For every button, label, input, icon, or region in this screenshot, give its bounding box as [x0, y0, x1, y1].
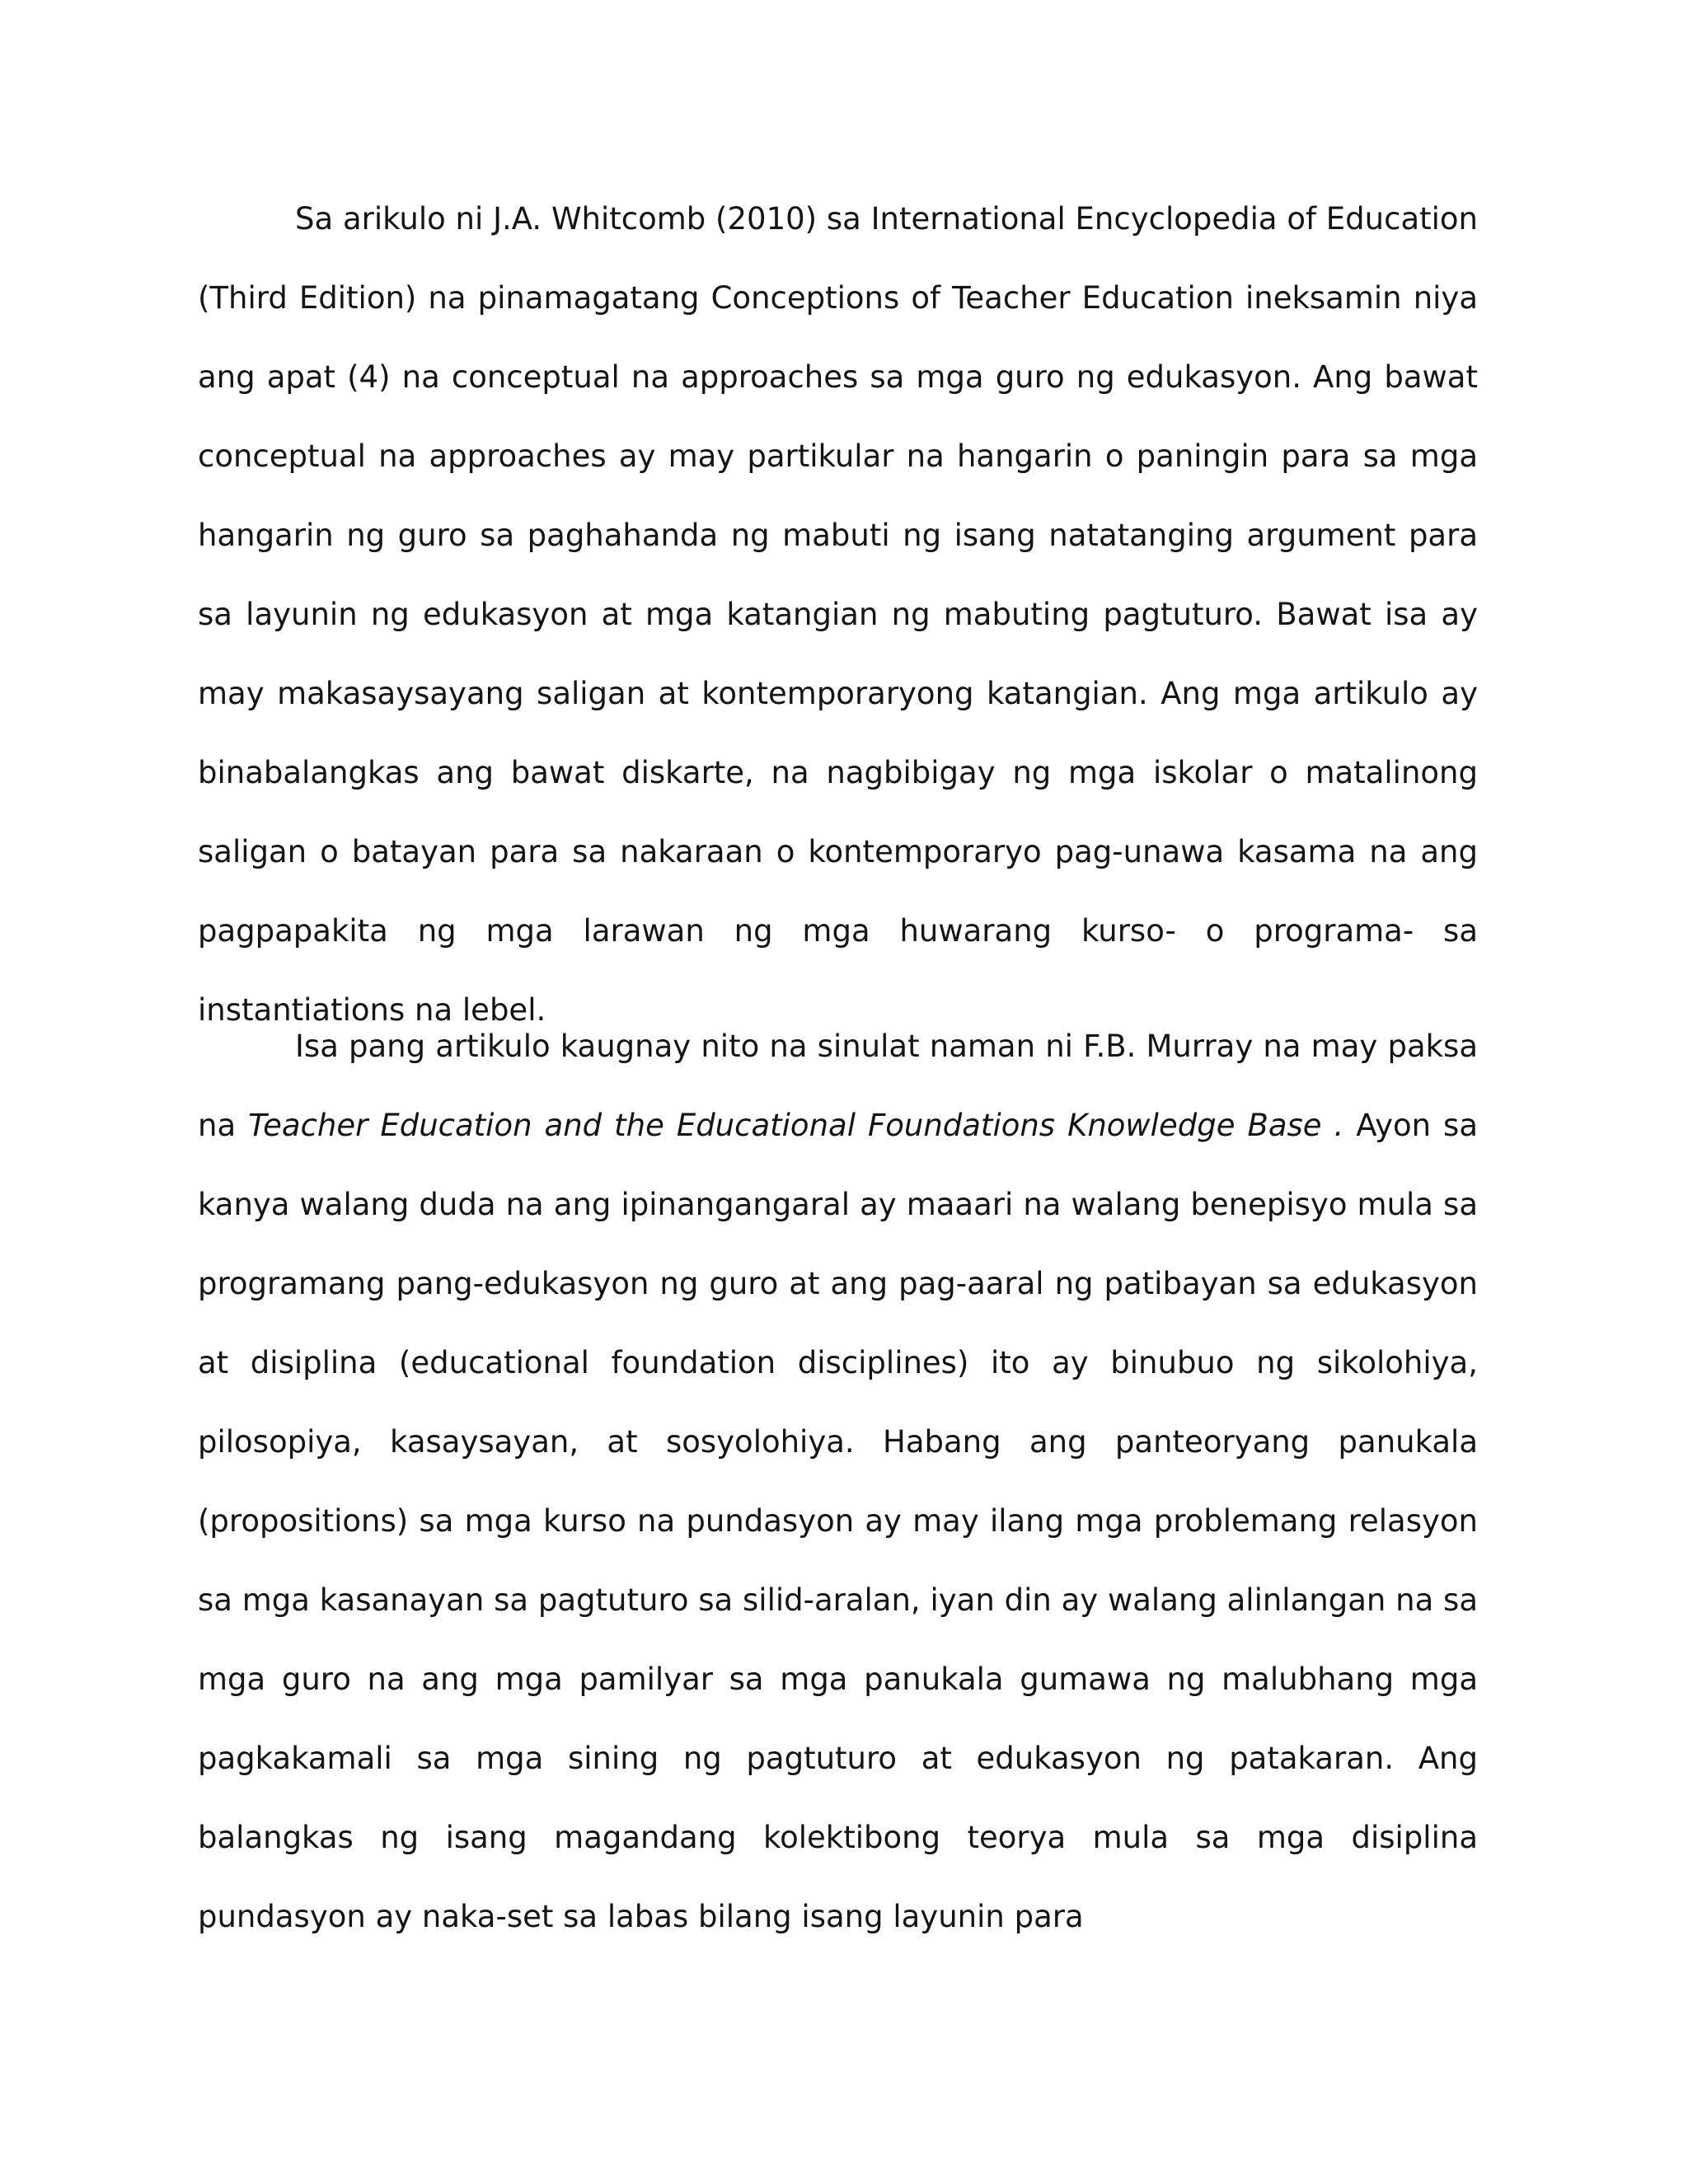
paragraph-2-lead: Isa pang artikulo kaugnay nito na sinulat naman ni F.B. Murray na may paksa na [198, 1029, 1478, 1143]
paragraph-2-body: Ayon sa kanya walang duda na ang ipinangangaral ay maaari na walang benepisyo mula sa programang pang-edukasyon ng guro at ang pag-aaral ng patibayan sa edukasyon at disiplina (educational foundation disciplines) ito ay binubuo ng sikolohiya, pilosopiya, kasaysayan, at sosyolohiya. Habang ang panteoryang panukala (propositions) sa mga kurso na pundasyon ay may ilang mga problemang relasyon sa mga kasanayan sa pagtuturo sa silid-aralan, iyan din ay walang alinlangan na sa mga guro na ang mga pamilyar sa mga panukala gumawa ng malubhang mga pagkakamali sa mga sining ng pagtuturo at edukasyon ng patakaran. Ang balangkas ng isang magandang kolektibong teorya mula sa mga disiplina pundasyon ay naka-set sa labas bilang isang layunin para [198, 1108, 1478, 1934]
paragraph-2 [198, 1007, 1478, 1957]
paragraph-1-text: Sa arikulo ni J.A. Whitcomb (2010) sa International Encyclopedia of Education (Third Edition) na pinamagatang Conceptions of Teacher Education ineksamin niya ang apat (4) na conceptual na approaches sa mga guro ng edukasyon. Ang bawat conceptual na approaches ay may partikular na hangarin o paningin para sa mga hangarin ng guro sa paghahanda ng mabuti ng isang natatanging argument para sa layunin ng edukasyon at mga katangian ng mabuting pagtuturo. Bawat isa ay may makasaysayang saligan at kontemporaryong katangian. Ang mga artikulo ay binabalangkas ang bawat diskarte, na nagbibigay ng mga iskolar o matalinong saligan o batayan para sa nakaraan o kontemporaryo pag-unawa kasama na ang pagpapakita ng mga larawan ng mga huwarang kurso- o programa- sa instantiations na lebel. [198, 201, 1478, 1028]
paragraph-2-text [198, 1007, 1478, 1957]
paragraph-1 [198, 180, 1478, 1050]
paragraph-2-article-title: Teacher Education and the Educational Foundations Knowledge Base . [248, 1108, 1344, 1143]
